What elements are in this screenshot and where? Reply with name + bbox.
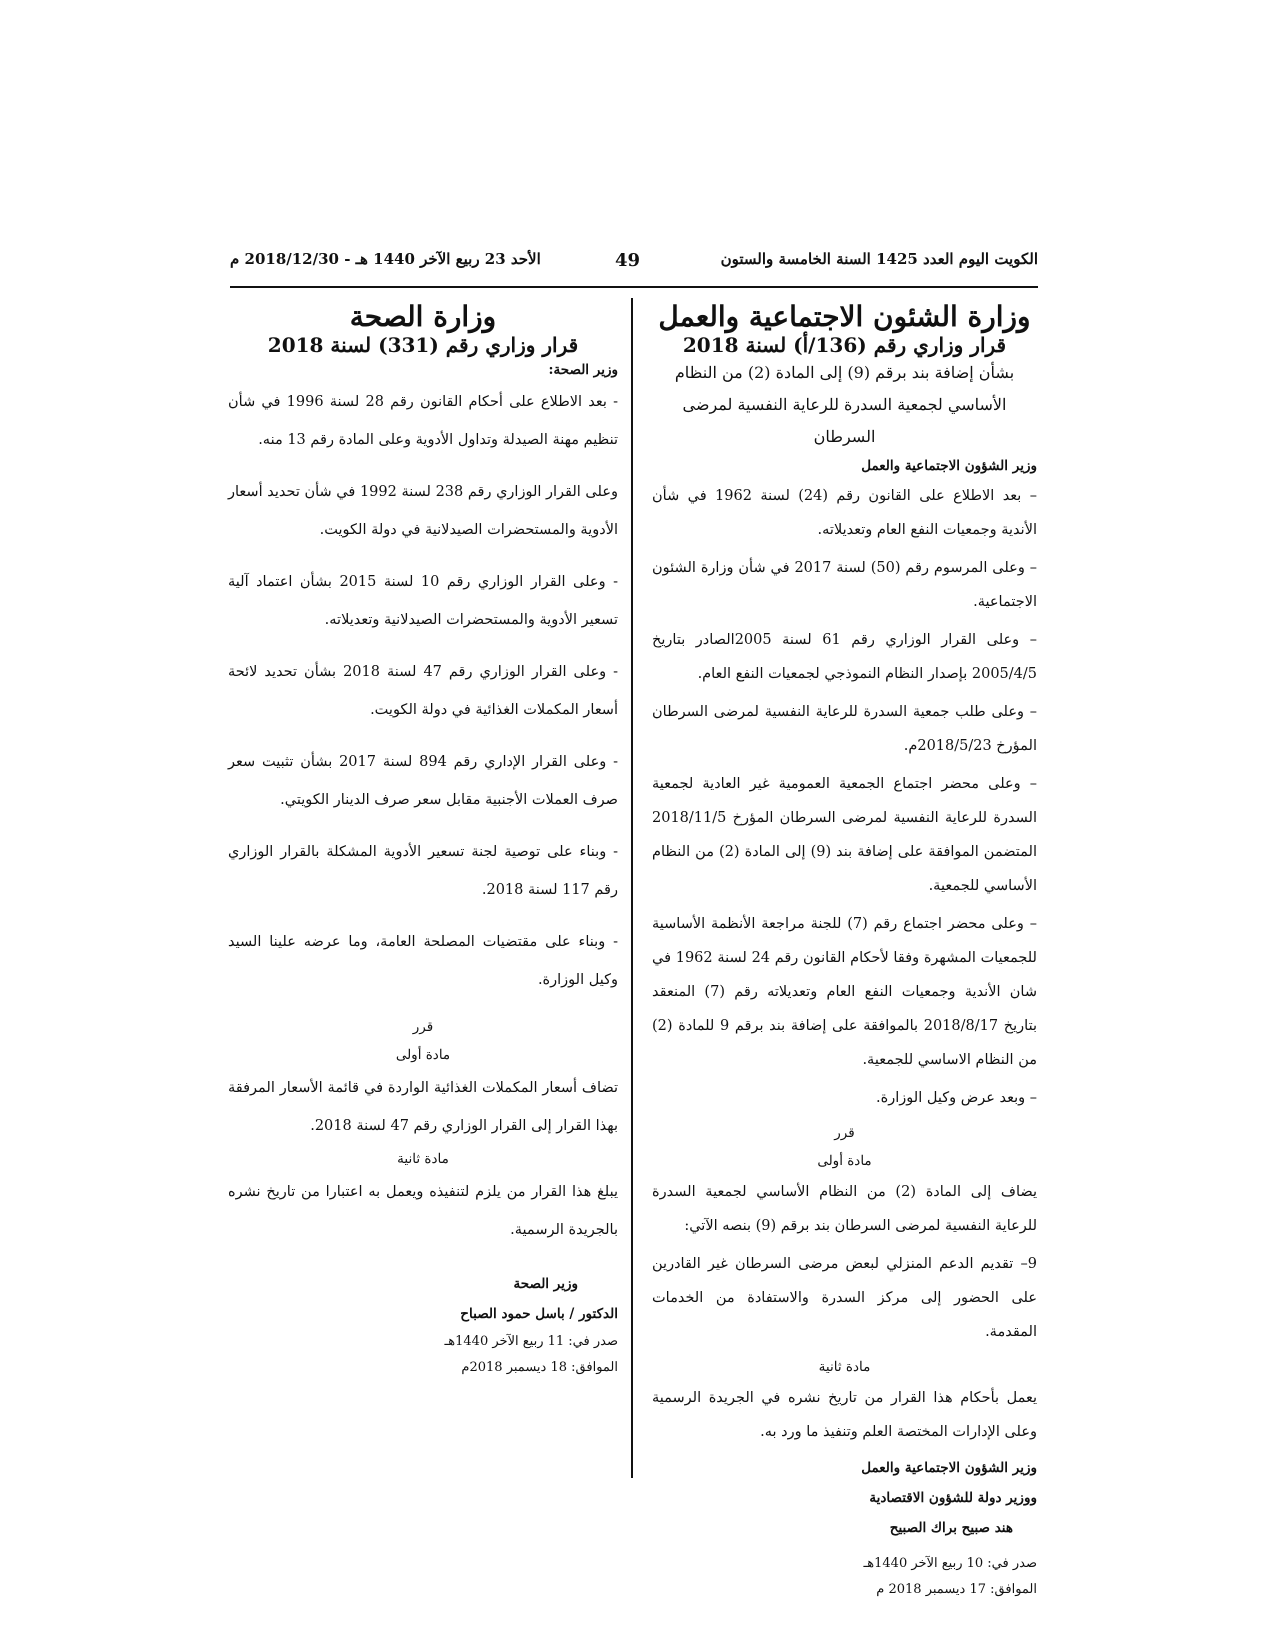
preamble-item: – وعلى محضر اجتماع رقم (7) للجنة مراجعة الأنظمة الأساسية للجمعيات المشهرة وفقا لأحكام القانون رقم 24 لسنة 1962 في شان الأندية وجمعيات النفع العام وتعديلاته رقم (7) المنعقد بتاريخ 2018/8/17 بالموافقة على إضافة بند برقم 9 للمادة (2) من النظام الاساسي للجمعية.: [652, 916, 1037, 1068]
preamble-item: - وبناء على مقتضيات المصلحة العامة، وما عرضه علينا السيد وكيل الوزارة.: [228, 934, 618, 988]
column-divider: [631, 298, 633, 1478]
decision-title: قرار وزاري رقم (331) لسنة 2018: [267, 333, 579, 357]
preamble-item: - وعلى القرار الإداري رقم 894 لسنة 2017 بشأن تثبيت سعر صرف العملات الأجنبية مقابل سعر صرف الدينار الكويتي.: [228, 754, 618, 808]
preamble-item: - وبناء على توصية لجنة تسعير الأدوية المشكلة بالقرار الوزاري رقم 117 لسنة 2018.: [228, 844, 619, 898]
header-rule: [230, 286, 1038, 288]
health-decision: [228, 300, 618, 1381]
corresponding-date: الموافق: 18 ديسمبر 2018م: [461, 1360, 618, 1375]
preamble-item: – وعلى محضر اجتماع الجمعية العمومية غير العادية لجمعية السدرة للرعاية النفسية لمرضى السرطان المؤرخ 2018/11/5 المتضمن الموافقة على إضافة بند (9) إلى المادة (2) من النظام الأساسي للجمعية.: [652, 776, 1037, 894]
publication-info: الكويت اليوم العدد 1425 السنة الخامسة والستون: [720, 250, 1038, 268]
article-1-title: مادة أولى: [817, 1153, 872, 1169]
preamble-item: – وعلى المرسوم رقم (50) لسنة 2017 في شأن وزارة الشئون الاجتماعية.: [652, 560, 1037, 610]
article-1-item: 9– تقديم الدعم المنزلي لبعض مرضى السرطان غير القادرين على الحضور إلى مركز السدرة والاستفادة من الخدمات المقدمة.: [652, 1256, 1037, 1340]
article-1-title: مادة أولى: [395, 1047, 451, 1063]
decision-subject: بشأن إضافة بند برقم (9) إلى المادة (2) من النظام الأساسي لجمعية السدرة للرعاية النفسية لمرضى السرطان: [674, 363, 1015, 446]
article-2-text: يعمل بأحكام هذا القرار من تاريخ نشره في الجريدة الرسمية وعلى الإدارات المختصة العلم وتنفيذ ما ورد به.: [652, 1390, 1037, 1440]
corresponding-date: الموافق: 17 ديسمبر 2018 م: [876, 1582, 1037, 1597]
article-1-text: يضاف إلى المادة (2) من النظام الأساسي لجمعية السدرة للرعاية النفسية لمرضى السرطان بند برقم (9) بنصه الآتي:: [652, 1184, 1037, 1234]
ministry-title: وزارة الصحة: [349, 300, 497, 333]
preamble-item: – وبعد عرض وكيل الوزارة.: [876, 1090, 1037, 1106]
page-number: 49: [615, 250, 641, 271]
article-1-text: تضاف أسعار المكملات الغذائية الواردة في قائمة الأسعار المرفقة بهذا القرار إلى القرار الوزاري رقم 47 لسنة 2018.: [228, 1080, 618, 1134]
preamble-item: - وعلى القرار الوزاري رقم 10 لسنة 2015 بشأن اعتماد آلية تسعير الأدوية والمستحضرات الصيدلانية وتعديلاته.: [228, 574, 618, 628]
issued-date: صدر في: 10 ربيع الآخر 1440هـ: [863, 1556, 1037, 1571]
signatory-name: الدكتور / باسل حمود الصباح: [460, 1306, 618, 1322]
preamble-item: - وعلى القرار الوزاري رقم 47 لسنة 2018 بشأن تحديد لائحة أسعار المكملات الغذائية في دولة الكويت.: [228, 664, 618, 718]
issued-date: صدر في: 11 ربيع الآخر 1440هـ: [444, 1334, 618, 1349]
social-affairs-decision: [652, 300, 1037, 1603]
decision-title: قرار وزاري رقم (136/أ) لسنة 2018: [682, 333, 1007, 357]
ministry-title: وزارة الشئون الاجتماعية والعمل: [658, 300, 1031, 333]
article-2-text: يبلغ هذا القرار من يلزم لتنفيذه ويعمل به اعتبارا من تاريخ نشره بالجريدة الرسمية.: [228, 1184, 618, 1238]
decided-heading: قرر: [834, 1125, 855, 1141]
article-2-title: مادة ثانية: [818, 1359, 871, 1375]
preamble-item: – وعلى طلب جمعية السدرة للرعاية النفسية لمرضى السرطان المؤرخ 2018/5/23م.: [652, 704, 1037, 754]
signatory-name: هند صبيح براك الصبيح: [889, 1520, 1013, 1536]
decided-heading: قرر: [412, 1019, 434, 1035]
signatory-title: وزير الصحة: [513, 1276, 578, 1292]
signatory-title-2: ووزير دولة للشؤون الاقتصادية: [869, 1490, 1037, 1506]
article-2-title: مادة ثانية: [397, 1151, 449, 1167]
preamble-item: – بعد الاطلاع على القانون رقم (24) لسنة 1962 في شأن الأندية وجمعيات النفع العام وتعديلاته.: [652, 488, 1037, 538]
preamble-item: - بعد الاطلاع على أحكام القانون رقم 28 لسنة 1996 في شأن تنظيم مهنة الصيدلة وتداول الأدوية وعلى المادة رقم 13 منه.: [228, 394, 618, 448]
minister-label: وزير الصحة:: [548, 362, 618, 378]
signatory-title: وزير الشؤون الاجتماعية والعمل: [861, 1460, 1037, 1476]
preamble-item: وعلى القرار الوزاري رقم 238 لسنة 1992 في شأن تحديد أسعار الأدوية والمستحضرات الصيدلانية في دولة الكويت.: [228, 484, 618, 538]
page-header: [230, 250, 1038, 280]
minister-label: وزير الشؤون الاجتماعية والعمل: [861, 458, 1037, 474]
preamble-item: – وعلى القرار الوزاري رقم 61 لسنة 2005الصادر بتاريخ 2005/4/5 بإصدار النظام النموذجي لجمعيات النفع العام.: [652, 632, 1037, 682]
issue-date: الأحد 23 ربيع الآخر 1440 هـ - 2018/12/30 م: [230, 250, 541, 268]
